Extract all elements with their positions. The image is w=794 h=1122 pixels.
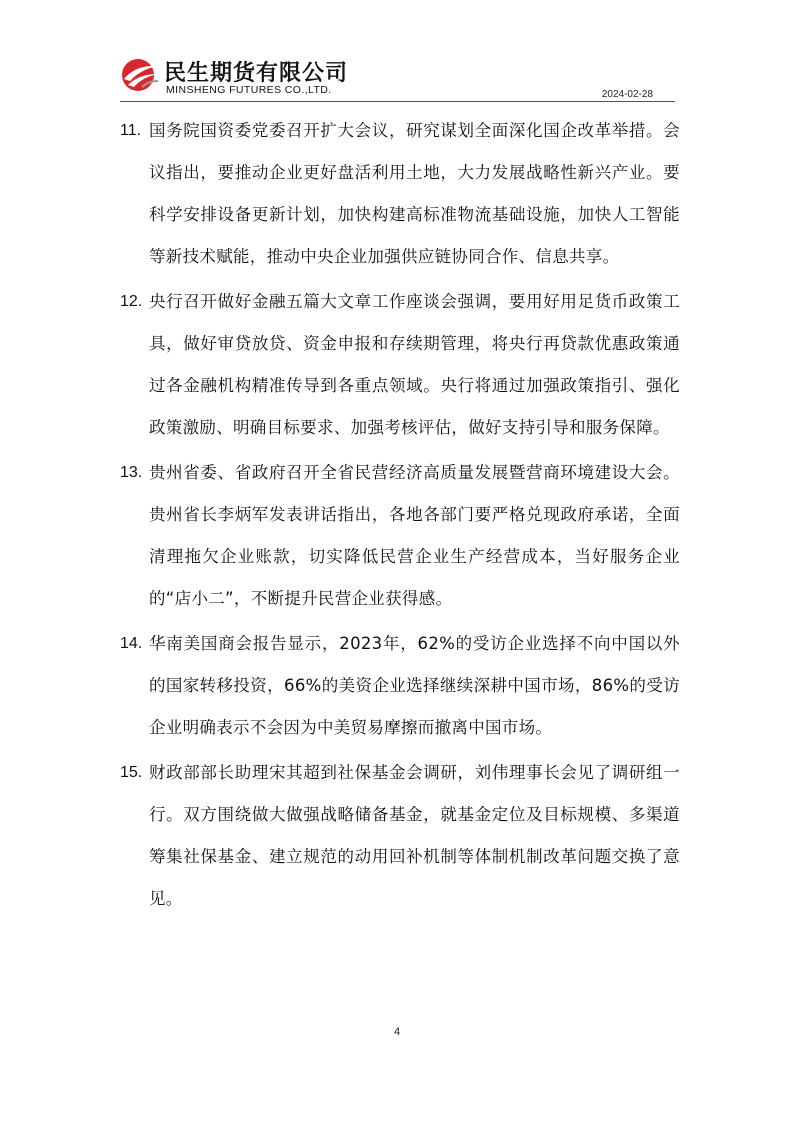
item-number: 14. xyxy=(120,635,143,652)
page-number: 4 xyxy=(393,1026,401,1038)
item-text: 央行召开做好金融五篇大文章工作座谈会强调，要用好用足货币政策工具，做好审贷放贷、资金申报和存续期管理，将央行再贷款优惠政策通过各金融机构精准传导到各重点领域。央行将通过加强政策指引、强化政策激励、明确目标要求、加强考核评估，做好支持引导和服务保障。 xyxy=(149,292,680,437)
list-item xyxy=(120,452,680,620)
item-number: 12. xyxy=(120,293,143,310)
minsheng-logo-icon xyxy=(120,57,160,93)
item-text: 国务院国资委党委召开扩大会议，研究谋划全面深化国企改革举措。会议指出，要推动企业更好盘活利用土地，大力发展战略性新兴产业。要科学安排设备更新计划，加快构建高标准物流基础设施，加快人工智能等新技术赋能，推动中央企业加强供应链协同合作、信息共享。 xyxy=(149,121,680,266)
company-name-en: MINSHENG FUTURES CO.,LTD. xyxy=(166,84,332,96)
list-item xyxy=(120,281,680,449)
header-divider xyxy=(120,101,675,102)
item-text: 贵州省委、省政府召开全省民营经济高质量发展暨营商环境建设大会。贵州省长李炳军发表讲话指出，各地各部门要严格兑现政府承诺，全面清理拖欠企业账款，切实降低民营企业生产经营成本，当好服务企业的“店小二”，不断提升民营企业获得感。 xyxy=(149,463,680,608)
item-number: 15. xyxy=(120,764,143,781)
item-number: 13. xyxy=(120,464,143,481)
news-list xyxy=(120,110,680,923)
list-item xyxy=(120,110,680,278)
list-item xyxy=(120,752,680,920)
list-item xyxy=(120,623,680,749)
item-text: 财政部部长助理宋其超到社保基金会调研，刘伟理事长会见了调研组一行。双方围绕做大做强战略储备基金，就基金定位及目标规模、多渠道筹集社保基金、建立规范的动用回补机制等体制机制改革问题交换了意见。 xyxy=(149,763,680,908)
company-name-cn: 民生期货有限公司 xyxy=(164,61,349,86)
item-text: 华南美国商会报告显示，2023年，62%的受访企业选择不向中国以外的国家转移投资，66%的美资企业选择继续深耕中国市场，86%的受访企业明确表示不会因为中美贸易摩擦而撤离中国市场。 xyxy=(149,634,680,737)
page-header xyxy=(120,52,675,102)
report-date: 2024-02-28 xyxy=(601,89,653,100)
item-number: 11. xyxy=(120,122,142,139)
